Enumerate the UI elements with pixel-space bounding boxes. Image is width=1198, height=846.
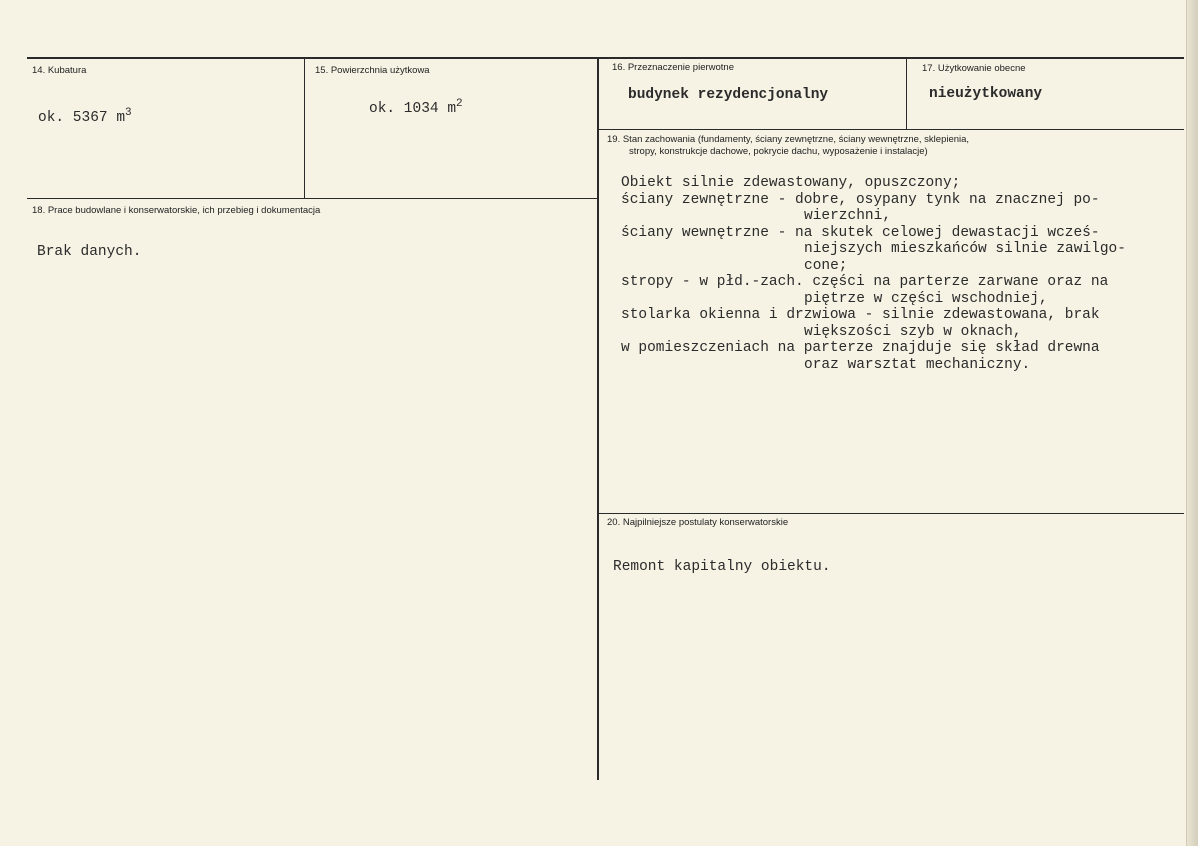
rule-above-20 (599, 513, 1184, 514)
condition-line: Obiekt silnie zdewastowany, opuszczony; (621, 175, 961, 191)
condition-line: stropy - w płd.-zach. części na parterze zarwane oraz na (621, 274, 1109, 290)
field-17-label: 17. Użytkowanie obecne (922, 63, 1026, 74)
divider-16-17 (906, 59, 907, 129)
field-19-label-line1: 19. Stan zachowania (fundamenty, ściany zewnętrzne, ściany wewnętrzne, sklepienia, (607, 134, 970, 145)
card-edge (1187, 0, 1198, 846)
field-18-value: Brak danych. (37, 244, 142, 260)
kubatura-value: ok. 5367 m (38, 110, 126, 126)
powierzchnia-value: ok. 1034 m (369, 101, 457, 117)
field-14-value (38, 107, 132, 126)
condition-line: stolarka okienna i drzwiowa - silnie zdewastowana, brak (621, 307, 1100, 323)
rule-under-16-17 (599, 129, 1184, 130)
field-19-value (621, 175, 1126, 373)
rule-under-14-15 (27, 198, 597, 199)
top-rule (27, 57, 1184, 59)
condition-line: niejszych mieszkańców silnie zawilgo- (804, 241, 1126, 257)
powierzchnia-unit-exponent: 2 (456, 98, 463, 111)
field-19-label-line2: stropy, konstrukcje dachowe, pokrycie dachu, wyposażenie i instalacje) (629, 146, 928, 157)
condition-line: oraz warsztat mechaniczny. (804, 356, 1031, 373)
divider-14-15 (304, 59, 305, 198)
field-17-value: nieużytkowany (929, 86, 1043, 102)
condition-line: cone; (804, 257, 848, 274)
condition-line: piętrze w części wschodniej, (804, 290, 1048, 307)
condition-line: ściany zewnętrzne - dobre, osypany tynk na znacznej po- (621, 191, 1100, 208)
field-16-value: budynek rezydencjonalny (628, 87, 829, 103)
field-16-label: 16. Przeznaczenie pierwotne (612, 62, 734, 73)
field-20-value: Remont kapitalny obiektu. (613, 559, 831, 575)
condition-line: w pomieszczeniach na parterze znajduje się skład drewna (621, 340, 1100, 356)
field-20-label: 20. Najpilniejsze postulaty konserwatorskie (607, 517, 789, 528)
condition-line: większości szyb w oknach, (804, 323, 1022, 340)
field-18-label: 18. Prace budowlane i konserwatorskie, ich przebieg i dokumentacja (32, 205, 321, 216)
kubatura-unit-exponent: 3 (125, 107, 132, 120)
condition-line: wierzchni, (804, 208, 892, 224)
field-15-value (369, 98, 463, 117)
field-15-label: 15. Powierzchnia użytkowa (315, 65, 430, 76)
condition-line: ściany wewnętrzne - na skutek celowej dewastacji wcześ- (621, 224, 1100, 241)
main-divider (597, 59, 599, 780)
field-14-label: 14. Kubatura (32, 65, 87, 76)
